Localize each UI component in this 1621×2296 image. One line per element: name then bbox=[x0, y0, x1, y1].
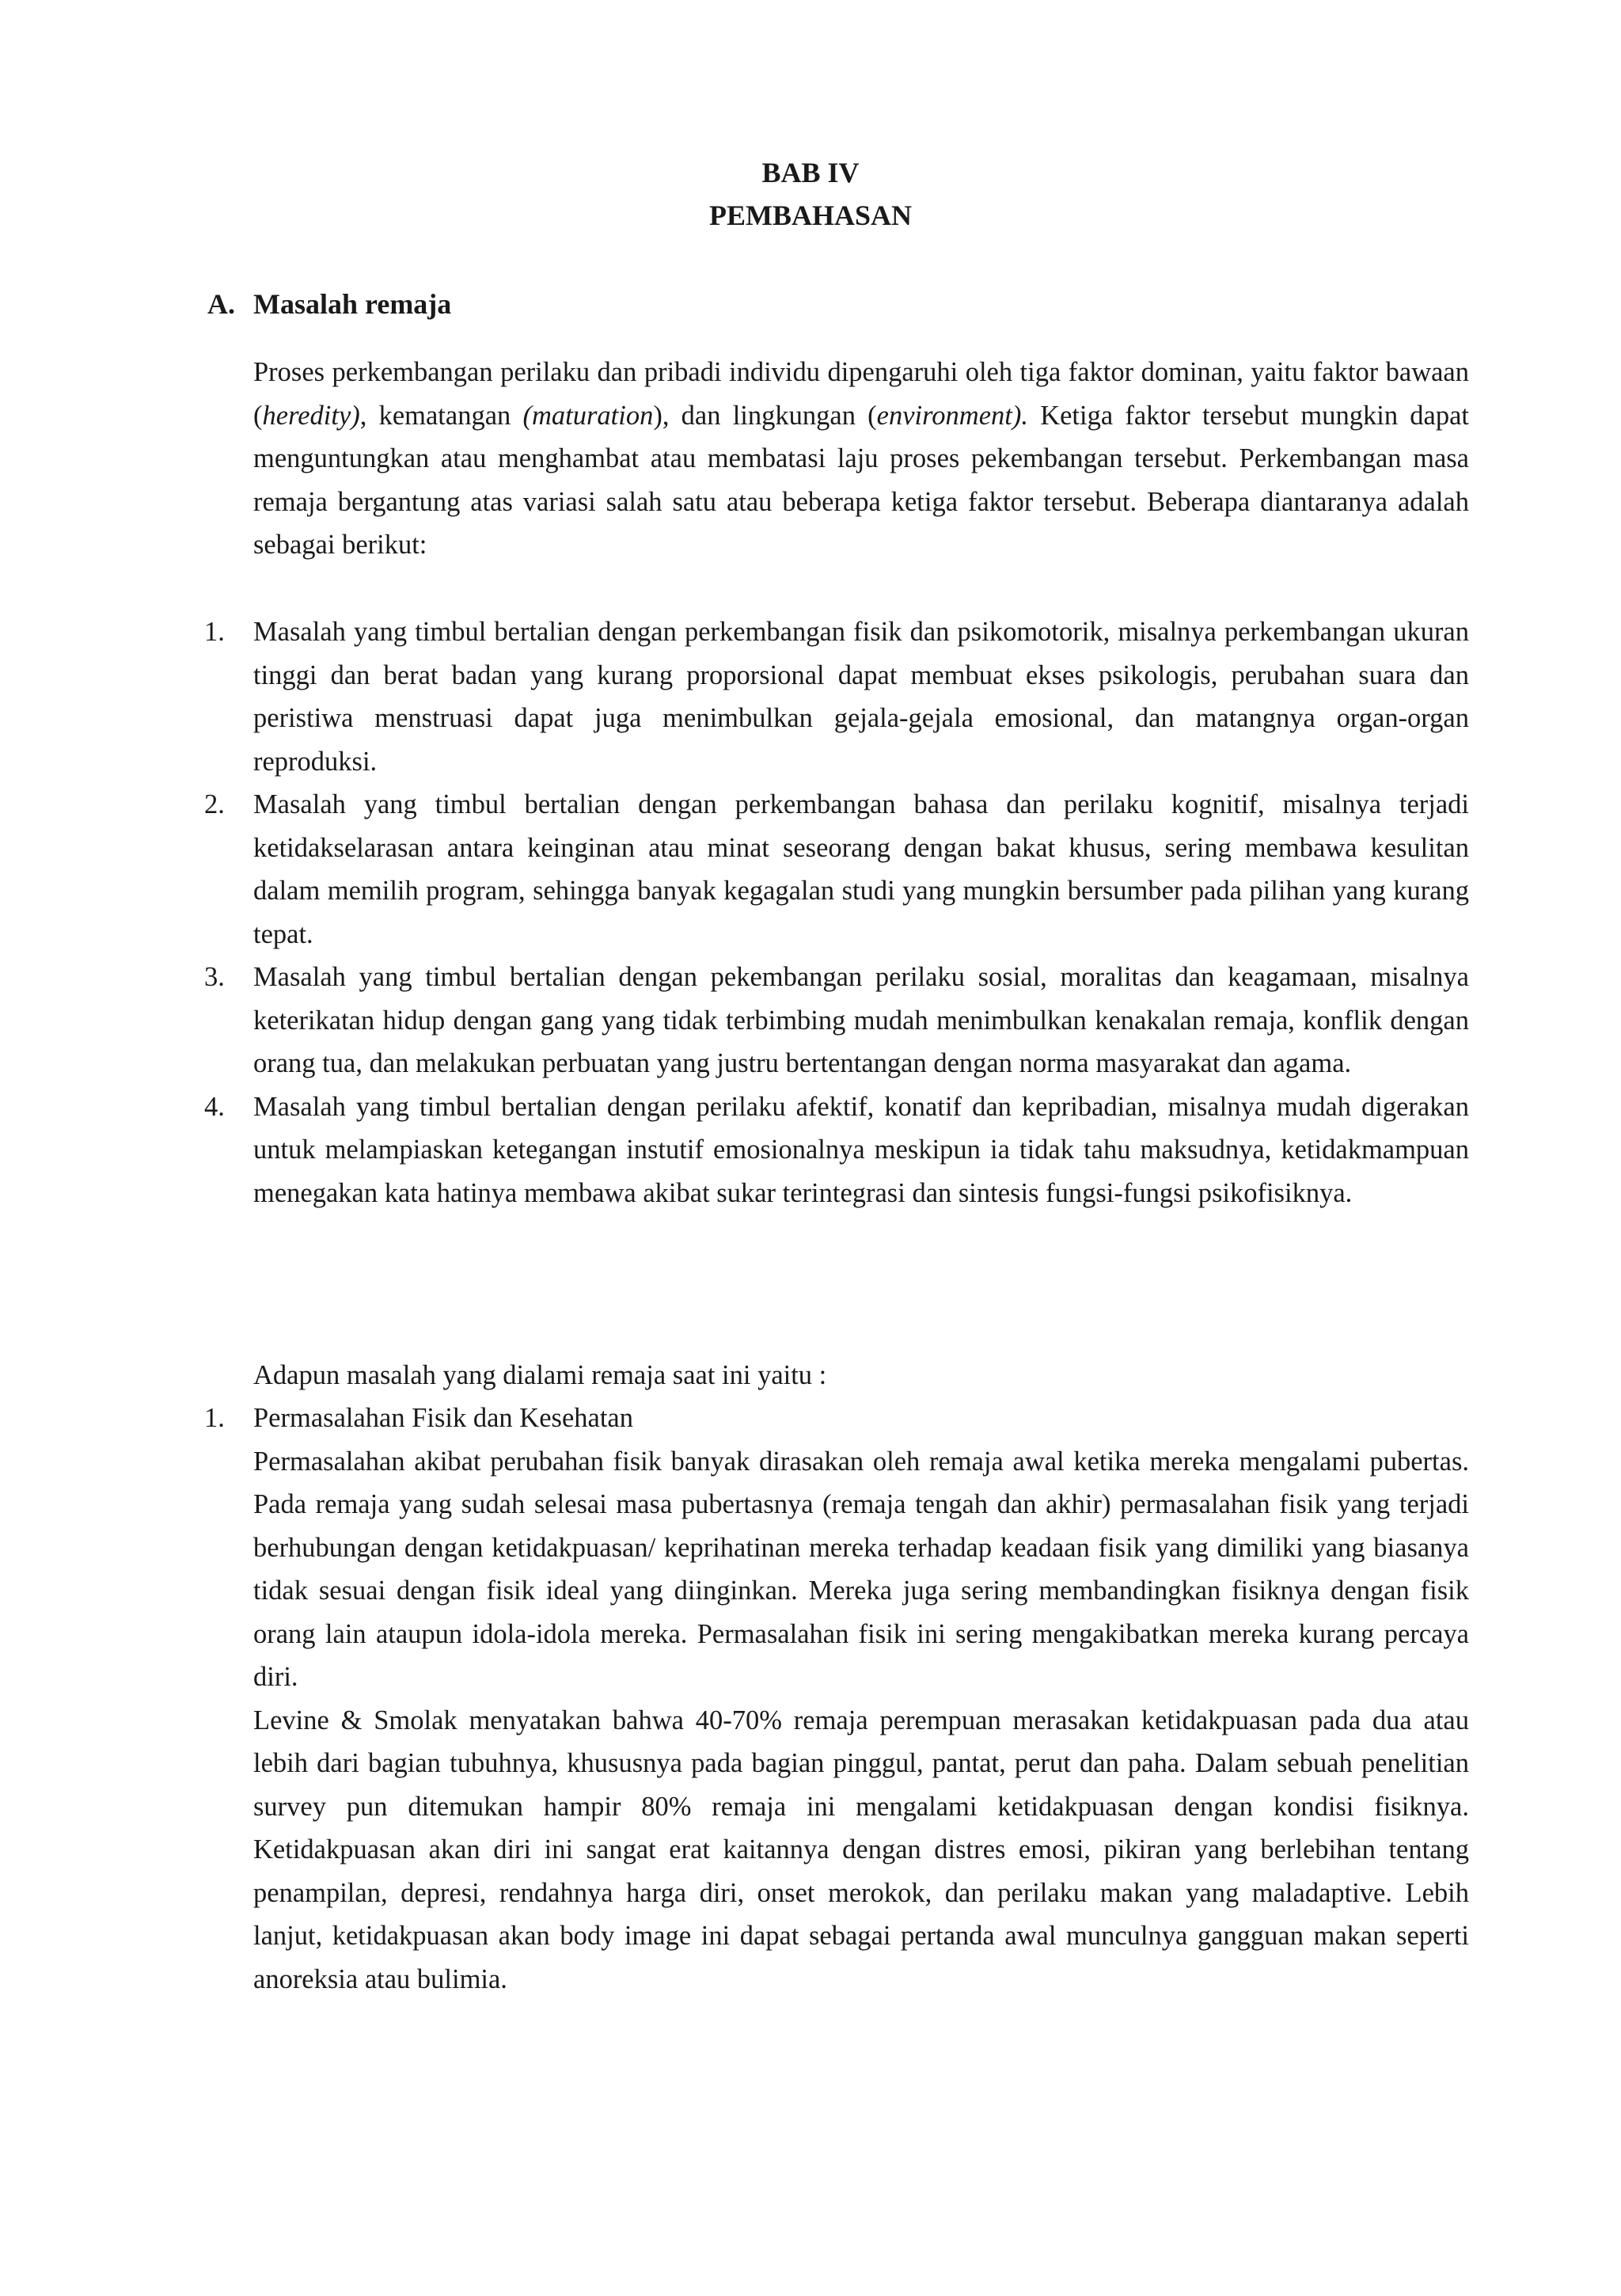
list-text: Masalah yang timbul bertalian dengan perkembangan fisik dan psikomotorik, misalnya perkembangan ukuran tinggi dan berat badan yang kurang proporsional dapat membuat ekses psikologis, perubahan suara dan peristiwa menstruasi dapat juga menimbulkan gejala-gejala emosional, dan matangnya organ-organ reproduksi. bbox=[253, 617, 1469, 777]
intro-italic-environment: environment). bbox=[876, 400, 1028, 431]
problem-list bbox=[204, 610, 1469, 1215]
chapter-number: BAB IV bbox=[761, 157, 860, 188]
subsection-paragraph: Levine & Smolak menyatakan bahwa 40-70% remaja perempuan merasakan ketidakpuasan pada dua atau lebih dari bagian tubuhnya, khususnya pada bagian pinggul, pantat, perut dan paha. Dalam sebuah penelitian survey pun ditemukan hampir 80% remaja ini mengalami ketidakpuasan dengan kondisi fisiknya. Ketidakpuasan akan diri ini sangat erat kaitannya dengan distres emosi, pikiran yang berlebihan tentang penampilan, depresi, rendahnya harga diri, onset merokok, dan perilaku makan yang maladaptive. Lebih lanjut, ketidakpuasan akan body image ini dapat sebagai pertanda awal munculnya gangguan makan seperti anoreksia atau bulimia. bbox=[253, 1705, 1469, 1994]
intro-italic-maturation: (maturation bbox=[522, 400, 654, 431]
intro-paragraph bbox=[253, 351, 1469, 567]
list-text: Masalah yang timbul bertalian dengan perkembangan bahasa dan perilaku kognitif, misalnya terjadi ketidakselarasan antara keinginan atau minat seseorang dengan bakat khusus, sering membawa kesulitan dalam memilih program, sehingga banyak kegagalan studi yang mungkin bersumber pada pilihan yang kurang tepat. bbox=[253, 789, 1469, 949]
intro-text-2: , kematangan bbox=[359, 400, 523, 431]
transition-sentence bbox=[253, 1354, 1469, 1397]
subsection-title: Permasalahan Fisik dan Kesehatan bbox=[253, 1403, 633, 1433]
intro-text-3: ), dan lingkungan ( bbox=[653, 400, 877, 431]
list-number: 1. bbox=[204, 1403, 225, 1433]
list-item bbox=[204, 610, 1469, 783]
list-text: Masalah yang timbul bertalian dengan pekembangan perilaku sosial, moralitas dan keagamaan, misalnya keterikatan hidup dengan gang yang tidak terbimbing mudah menimbulkan kenakalan remaja, konflik dengan orang tua, dan melakukan perbuatan yang justru bertentangan dengan norma masyarakat dan agama. bbox=[253, 962, 1469, 1078]
list-item bbox=[204, 1397, 1469, 2001]
section-marker: A. bbox=[207, 288, 235, 320]
list-item bbox=[204, 1085, 1469, 1215]
section-title: Masalah remaja bbox=[253, 288, 452, 320]
chapter-title: PEMBAHASAN bbox=[708, 200, 912, 231]
intro-italic-heredity: heredity) bbox=[262, 400, 360, 431]
list-number: 1. bbox=[204, 617, 225, 647]
transition-text: Adapun masalah yang dialami remaja saat ini yaitu : bbox=[253, 1360, 827, 1390]
subsection-paragraph: Permasalahan akibat perubahan fisik banyak dirasakan oleh remaja awal ketika mereka mengalami pubertas. Pada remaja yang sudah selesai masa pubertasnya (remaja tengah dan akhir) permasalahan fisik yang terjadi berhubungan dengan ketidakpuasan/ keprihatinan mereka terhadap keadaan fisik yang dimiliki yang biasanya tidak sesuai dengan fisik ideal yang diinginkan. Mereka juga sering membandingkan fisiknya dengan fisik orang lain ataupun idola-idola mereka. Permasalahan fisik ini sering mengakibatkan mereka kurang percaya diri. bbox=[253, 1446, 1469, 1692]
list-item bbox=[204, 783, 1469, 956]
section-heading bbox=[207, 288, 451, 320]
intro-text-1: Proses perkembangan perilaku dan pribadi individu dipengaruhi oleh tiga faktor dominan, yaitu faktor bawaan ( bbox=[253, 357, 1469, 431]
list-text: Masalah yang timbul bertalian dengan perilaku afektif, konatif dan kepribadian, misalnya mudah digerakan untuk melampiaskan ketegangan instutif emosionalnya meskipun ia tidak tahu maksudnya, ketidakmampuan menegakan kata hatinya membawa akibat sukar terintegrasi dan sintesis fungsi-fungsi psikofisiknya. bbox=[253, 1091, 1469, 1208]
intro-text-4: Ketiga faktor tersebut mungkin dapat menguntungkan atau menghambat atau membatasi laju proses pekembangan tersebut. Perkembangan masa remaja bergantung atas variasi salah satu atau beberapa ketiga faktor tersebut. Beberapa diantaranya adalah sebagai berikut: bbox=[253, 400, 1470, 560]
list-number: 3. bbox=[204, 962, 225, 992]
current-problems-list bbox=[204, 1397, 1469, 2001]
list-number: 2. bbox=[204, 789, 225, 819]
list-number: 4. bbox=[204, 1091, 225, 1122]
list-item bbox=[204, 956, 1469, 1085]
